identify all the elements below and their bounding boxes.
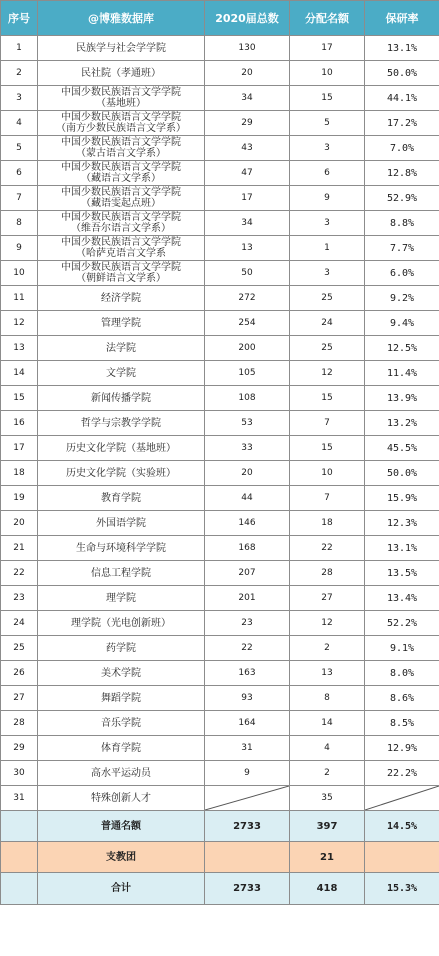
summary-regular-spacer (1, 811, 38, 842)
college-name-line: 民族学与社会学学院 (76, 42, 166, 54)
table-row (1, 261, 439, 286)
quota-count: 6 (290, 161, 365, 186)
recommend-rate: 52.9% (365, 186, 439, 211)
header-quota: 分配名额 (290, 1, 365, 36)
college-name-line: 哲学与宗教学学院 (81, 417, 161, 429)
graduate-total: 34 (205, 211, 290, 236)
row-number: 23 (1, 586, 38, 611)
recommend-rate: 13.9% (365, 386, 439, 411)
graduate-total: 105 (205, 361, 290, 386)
graduate-total: 272 (205, 286, 290, 311)
graduate-total: 163 (205, 661, 290, 686)
college-name (38, 86, 205, 111)
college-name (38, 411, 205, 436)
recommend-rate: 9.2% (365, 286, 439, 311)
college-name (38, 786, 205, 811)
quota-count: 10 (290, 61, 365, 86)
graduate-total: 200 (205, 336, 290, 361)
row-number: 16 (1, 411, 38, 436)
quota-count: 13 (290, 661, 365, 686)
recommend-rate: 12.5% (365, 336, 439, 361)
summary-team-rate (365, 842, 439, 873)
row-number: 5 (1, 136, 38, 161)
college-name (38, 361, 205, 386)
recommend-rate: 8.6% (365, 686, 439, 711)
college-name-line: 外国语学院 (96, 517, 146, 529)
row-number: 3 (1, 86, 38, 111)
graduate-total: 44 (205, 486, 290, 511)
quota-count: 1 (290, 236, 365, 261)
table-row (1, 461, 439, 486)
graduate-total: 43 (205, 136, 290, 161)
table-row (1, 486, 439, 511)
college-name-line: 中国少数民族语言文学学院 (61, 187, 181, 198)
recommend-rate: 17.2% (365, 111, 439, 136)
table-row (1, 386, 439, 411)
summary-row-regular (1, 811, 439, 842)
college-name-line: 民社院（孝通班） (81, 67, 161, 79)
college-name-line: 中国少数民族语言文学学院 (61, 212, 181, 223)
summary-row-grand (1, 873, 439, 905)
recommend-rate: 12.9% (365, 736, 439, 761)
graduate-total: 93 (205, 686, 290, 711)
graduate-total: 31 (205, 736, 290, 761)
graduate-total: 20 (205, 461, 290, 486)
table-row (1, 36, 439, 61)
graduate-total: 207 (205, 561, 290, 586)
college-name-line: 新闻传播学院 (91, 392, 151, 404)
row-number: 17 (1, 436, 38, 461)
college-name-line: 中国少数民族语言文学学院 (61, 137, 181, 148)
college-name-line: 中国少数民族语言文学学院 (61, 112, 181, 123)
quota-count: 3 (290, 136, 365, 161)
college-name-line: 文学院 (106, 367, 136, 379)
row-number: 26 (1, 661, 38, 686)
quota-count: 3 (290, 261, 365, 286)
table-row (1, 711, 439, 736)
college-name (38, 186, 205, 211)
table-row (1, 186, 439, 211)
college-name (38, 236, 205, 261)
summary-row-team (1, 842, 439, 873)
college-name (38, 311, 205, 336)
college-name (38, 736, 205, 761)
college-name-line: （朝鲜语言文学系） (76, 273, 166, 284)
recommend-rate: 6.0% (365, 261, 439, 286)
graduate-total: 168 (205, 536, 290, 561)
graduate-total: 108 (205, 386, 290, 411)
college-name-line: 历史文化学院（实验班） (66, 467, 176, 479)
college-name-line: 舞蹈学院 (101, 692, 141, 704)
college-name-line: 特殊创新人才 (91, 792, 151, 804)
college-name-line: 管理学院 (101, 317, 141, 329)
college-name (38, 386, 205, 411)
college-name (38, 636, 205, 661)
college-name-line: 音乐学院 (101, 717, 141, 729)
row-number: 20 (1, 511, 38, 536)
quota-count: 4 (290, 736, 365, 761)
header-rate: 保研率 (365, 1, 439, 36)
college-name (38, 436, 205, 461)
table-row (1, 661, 439, 686)
recommend-rate: 13.5% (365, 561, 439, 586)
college-name-line: （藏语雯起点班） (81, 198, 161, 209)
recommend-rate: 44.1% (365, 86, 439, 111)
college-name-line: 理学院（光电创新班） (71, 617, 171, 629)
recommend-rate: 45.5% (365, 436, 439, 461)
quota-count: 12 (290, 611, 365, 636)
college-name-line: 信息工程学院 (91, 567, 151, 579)
recommend-rate: 9.1% (365, 636, 439, 661)
quota-count: 17 (290, 36, 365, 61)
recommend-rate: 22.2% (365, 761, 439, 786)
row-number: 14 (1, 361, 38, 386)
table-row (1, 786, 439, 811)
row-number: 25 (1, 636, 38, 661)
table-row (1, 411, 439, 436)
quota-count: 5 (290, 111, 365, 136)
table-row (1, 636, 439, 661)
table-row (1, 561, 439, 586)
row-number: 1 (1, 36, 38, 61)
quota-count: 9 (290, 186, 365, 211)
graduate-total: 254 (205, 311, 290, 336)
college-name-line: 生命与环境科学学院 (76, 542, 166, 554)
row-number: 31 (1, 786, 38, 811)
graduate-total: 50 (205, 261, 290, 286)
quota-count: 14 (290, 711, 365, 736)
table-row (1, 361, 439, 386)
table-row (1, 336, 439, 361)
summary-grand-total: 2733 (205, 873, 290, 905)
quota-count: 24 (290, 311, 365, 336)
college-name (38, 36, 205, 61)
recommend-rate: 50.0% (365, 61, 439, 86)
college-name-line: 理学院 (106, 592, 136, 604)
header-no: 序号 (1, 1, 38, 36)
row-number: 7 (1, 186, 38, 211)
graduate-total: 34 (205, 86, 290, 111)
college-name-line: 教育学院 (101, 492, 141, 504)
row-number: 28 (1, 711, 38, 736)
graduate-total: 130 (205, 36, 290, 61)
college-name (38, 611, 205, 636)
quota-count: 10 (290, 461, 365, 486)
graduate-total: 146 (205, 511, 290, 536)
table-row (1, 136, 439, 161)
summary-body (1, 811, 439, 905)
quota-count: 25 (290, 336, 365, 361)
recommend-rate: 8.5% (365, 711, 439, 736)
summary-team-total (205, 842, 290, 873)
row-number: 12 (1, 311, 38, 336)
college-name (38, 111, 205, 136)
row-number: 19 (1, 486, 38, 511)
quota-count: 15 (290, 86, 365, 111)
summary-team-label: 支教团 (38, 842, 205, 873)
recommend-rate (365, 786, 439, 811)
college-name-line: （南方少数民族语言文学系） (56, 123, 186, 134)
row-number: 22 (1, 561, 38, 586)
table-row (1, 536, 439, 561)
graduate-total: 164 (205, 711, 290, 736)
recommend-rate: 12.3% (365, 511, 439, 536)
quota-count: 3 (290, 211, 365, 236)
quota-count: 15 (290, 386, 365, 411)
table-row (1, 611, 439, 636)
college-name (38, 536, 205, 561)
quota-count: 18 (290, 511, 365, 536)
table-row (1, 111, 439, 136)
table-body (1, 36, 439, 811)
graduate-total: 13 (205, 236, 290, 261)
college-name (38, 711, 205, 736)
row-number: 13 (1, 336, 38, 361)
quota-count: 27 (290, 586, 365, 611)
summary-grand-quota: 418 (290, 873, 365, 905)
college-name (38, 336, 205, 361)
graduate-total: 53 (205, 411, 290, 436)
recommend-rate: 7.7% (365, 236, 439, 261)
graduate-total: 47 (205, 161, 290, 186)
header-row (1, 1, 439, 36)
table-row (1, 586, 439, 611)
row-number: 15 (1, 386, 38, 411)
college-name (38, 761, 205, 786)
graduate-total: 9 (205, 761, 290, 786)
college-name (38, 61, 205, 86)
graduate-total: 17 (205, 186, 290, 211)
quota-count: 25 (290, 286, 365, 311)
graduate-total: 201 (205, 586, 290, 611)
summary-regular-total: 2733 (205, 811, 290, 842)
quota-count: 7 (290, 486, 365, 511)
graduate-total: 33 (205, 436, 290, 461)
quota-count: 8 (290, 686, 365, 711)
table-row (1, 311, 439, 336)
college-name (38, 286, 205, 311)
graduate-total: 23 (205, 611, 290, 636)
recommend-rate: 8.8% (365, 211, 439, 236)
graduate-total: 29 (205, 111, 290, 136)
recommend-rate: 50.0% (365, 461, 439, 486)
recommend-rate: 15.9% (365, 486, 439, 511)
row-number: 18 (1, 461, 38, 486)
college-name-line: （蒙古语言文学系） (76, 148, 166, 159)
college-name-line: 历史文化学院（基地班） (66, 442, 176, 454)
row-number: 24 (1, 611, 38, 636)
row-number: 21 (1, 536, 38, 561)
college-name (38, 561, 205, 586)
quota-count: 22 (290, 536, 365, 561)
summary-regular-rate: 14.5% (365, 811, 439, 842)
college-name-line: 美术学院 (101, 667, 141, 679)
college-name-line: （藏语言文学系） (81, 173, 161, 184)
table-row (1, 211, 439, 236)
college-name-line: 经济学院 (101, 292, 141, 304)
row-number: 27 (1, 686, 38, 711)
recommend-rate: 13.4% (365, 586, 439, 611)
college-name-line: 高水平运动员 (91, 767, 151, 779)
row-number: 9 (1, 236, 38, 261)
recommend-rate: 13.1% (365, 36, 439, 61)
table-row (1, 161, 439, 186)
quota-count: 35 (290, 786, 365, 811)
header-total: 2020届总数 (205, 1, 290, 36)
recommend-rate: 9.4% (365, 311, 439, 336)
college-name-line: （哈萨克语言文学系 (76, 248, 166, 259)
row-number: 30 (1, 761, 38, 786)
row-number: 11 (1, 286, 38, 311)
graduate-total: 22 (205, 636, 290, 661)
table-row (1, 511, 439, 536)
table-row (1, 761, 439, 786)
row-number: 2 (1, 61, 38, 86)
college-name-line: 法学院 (106, 342, 136, 354)
summary-regular-label: 普通名额 (38, 811, 205, 842)
summary-team-spacer (1, 842, 38, 873)
row-number: 8 (1, 211, 38, 236)
quota-count: 2 (290, 636, 365, 661)
row-number: 4 (1, 111, 38, 136)
college-name-line: 体育学院 (101, 742, 141, 754)
college-name (38, 661, 205, 686)
table-row (1, 236, 439, 261)
college-name-line: 中国少数民族语言文学学院 (61, 87, 181, 98)
recommend-rate: 52.2% (365, 611, 439, 636)
college-name (38, 161, 205, 186)
header-college: @博雅数据库 (38, 1, 205, 36)
college-name-line: 中国少数民族语言文学学院 (61, 237, 181, 248)
summary-regular-quota: 397 (290, 811, 365, 842)
graduate-total (205, 786, 290, 811)
college-name (38, 211, 205, 236)
college-name-line: 药学院 (106, 642, 136, 654)
quota-count: 7 (290, 411, 365, 436)
college-name (38, 261, 205, 286)
college-name (38, 686, 205, 711)
table-row (1, 736, 439, 761)
summary-grand-rate: 15.3% (365, 873, 439, 905)
quota-count: 28 (290, 561, 365, 586)
table-row (1, 436, 439, 461)
summary-team-quota: 21 (290, 842, 365, 873)
quota-count: 15 (290, 436, 365, 461)
college-name-line: 中国少数民族语言文学学院 (61, 162, 181, 173)
table-row (1, 86, 439, 111)
summary-grand-spacer (1, 873, 38, 905)
college-name (38, 511, 205, 536)
summary-grand-label: 合计 (38, 873, 205, 905)
college-name (38, 586, 205, 611)
graduate-total: 20 (205, 61, 290, 86)
table-row (1, 61, 439, 86)
recommend-rate: 13.2% (365, 411, 439, 436)
recommend-rate: 7.0% (365, 136, 439, 161)
row-number: 10 (1, 261, 38, 286)
college-name (38, 486, 205, 511)
recommend-rate: 13.1% (365, 536, 439, 561)
recommend-rate: 11.4% (365, 361, 439, 386)
table-row (1, 686, 439, 711)
recommend-rate: 12.8% (365, 161, 439, 186)
recommend-rate: 8.0% (365, 661, 439, 686)
college-name (38, 461, 205, 486)
quota-count: 12 (290, 361, 365, 386)
college-name-line: （维吾尔语言文学系） (71, 223, 171, 234)
diagonal-line (205, 786, 289, 810)
table-row (1, 286, 439, 311)
college-name-line: 中国少数民族语言文学学院 (61, 262, 181, 273)
row-number: 6 (1, 161, 38, 186)
diagonal-line (365, 786, 439, 810)
college-name-line: （基地班） (96, 98, 146, 109)
row-number: 29 (1, 736, 38, 761)
college-name (38, 136, 205, 161)
quota-count: 2 (290, 761, 365, 786)
